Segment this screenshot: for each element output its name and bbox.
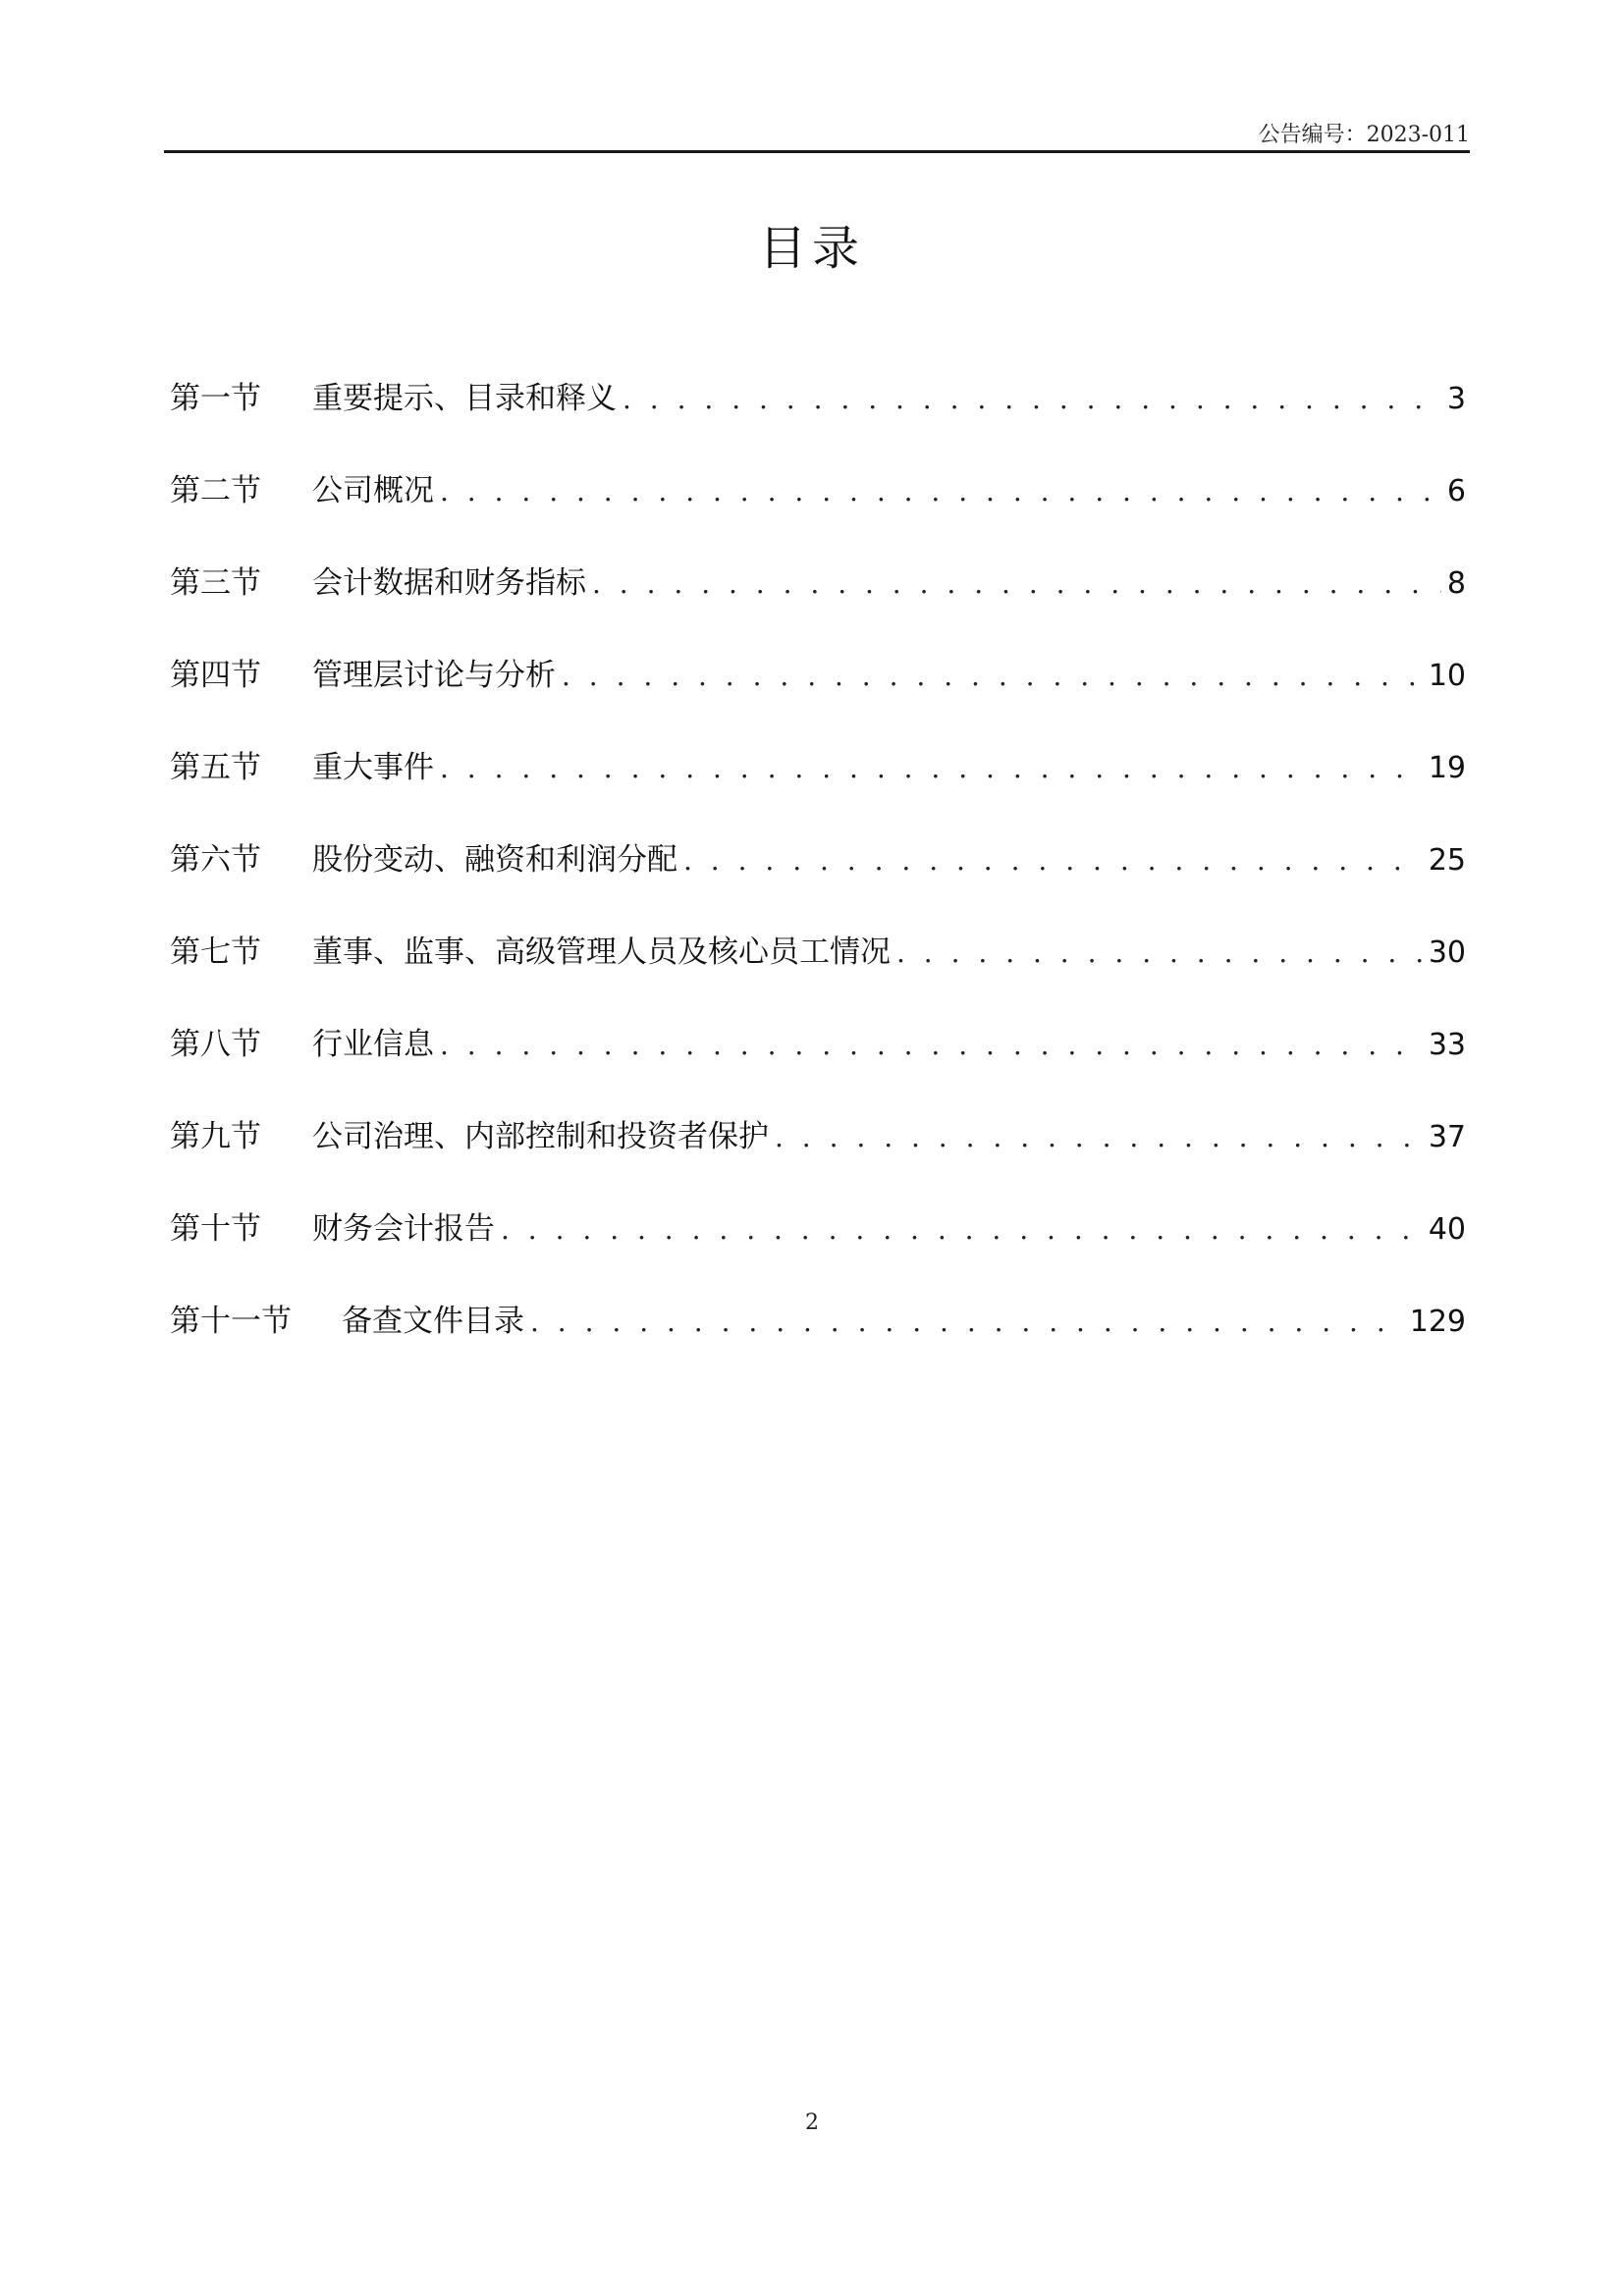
toc-page-number: 30 xyxy=(1428,935,1466,970)
page-number: 2 xyxy=(805,2110,819,2135)
toc-entry-4[interactable] xyxy=(170,650,1466,742)
toc-heading: 行业信息 xyxy=(312,1027,434,1062)
toc-section-label: 第八节 xyxy=(170,1027,261,1062)
toc-page-number: 25 xyxy=(1428,843,1466,878)
toc-entry-6[interactable] xyxy=(170,834,1466,927)
toc-page-number: 3 xyxy=(1446,382,1466,416)
toc-section-label: 第五节 xyxy=(170,750,261,785)
toc-entry-7[interactable] xyxy=(170,927,1466,1019)
toc-entry-2[interactable] xyxy=(170,465,1466,558)
toc-page-number: 37 xyxy=(1428,1120,1466,1154)
toc-section-label: 第十一节 xyxy=(170,1304,292,1339)
table-of-contents xyxy=(170,373,1466,1388)
header-divider xyxy=(164,150,1470,153)
toc-dot-leader xyxy=(440,475,1441,507)
toc-dot-leader xyxy=(775,1121,1423,1153)
toc-page-number: 8 xyxy=(1446,566,1466,601)
toc-entry-3[interactable] xyxy=(170,558,1466,650)
toc-dot-leader xyxy=(440,752,1423,784)
toc-dot-leader xyxy=(592,567,1441,600)
toc-section-label: 第十节 xyxy=(170,1211,261,1247)
toc-heading: 管理层讨论与分析 xyxy=(312,658,556,693)
toc-page-number: 6 xyxy=(1446,474,1466,508)
toc-dot-leader xyxy=(896,936,1423,969)
toc-heading: 备查文件目录 xyxy=(342,1304,524,1339)
toc-dot-leader xyxy=(440,1029,1423,1061)
toc-page-number: 10 xyxy=(1428,659,1466,693)
toc-heading: 财务会计报告 xyxy=(312,1211,495,1247)
toc-section-label: 第一节 xyxy=(170,381,261,416)
toc-dot-leader xyxy=(530,1306,1404,1338)
toc-entry-9[interactable] xyxy=(170,1111,1466,1203)
toc-entry-5[interactable] xyxy=(170,742,1466,834)
toc-heading: 会计数据和财务指标 xyxy=(312,565,586,601)
toc-entry-8[interactable] xyxy=(170,1019,1466,1111)
toc-heading: 公司概况 xyxy=(312,473,434,508)
toc-section-label: 第三节 xyxy=(170,565,261,601)
toc-dot-leader xyxy=(562,660,1423,692)
toc-entry-11[interactable] xyxy=(170,1296,1466,1388)
toc-page-number: 129 xyxy=(1409,1305,1466,1339)
toc-page-number: 19 xyxy=(1428,751,1466,785)
toc-heading: 股份变动、融资和利润分配 xyxy=(312,842,677,878)
toc-section-label: 第二节 xyxy=(170,473,261,508)
toc-page-number: 40 xyxy=(1428,1212,1466,1247)
toc-title: 目录 xyxy=(758,221,865,276)
toc-heading: 重要提示、目录和释义 xyxy=(312,381,617,416)
toc-entry-10[interactable] xyxy=(170,1203,1466,1296)
toc-heading: 重大事件 xyxy=(312,750,434,785)
toc-section-label: 第七节 xyxy=(170,934,261,970)
toc-section-label: 第九节 xyxy=(170,1119,261,1154)
toc-section-label: 第六节 xyxy=(170,842,261,878)
toc-heading: 董事、监事、高级管理人员及核心员工情况 xyxy=(312,934,891,970)
toc-entry-1[interactable] xyxy=(170,373,1466,465)
announcement-number: 公告编号：2023-011 xyxy=(1258,123,1470,147)
toc-section-label: 第四节 xyxy=(170,658,261,693)
toc-dot-leader xyxy=(623,383,1441,415)
toc-dot-leader xyxy=(501,1213,1423,1246)
toc-page-number: 33 xyxy=(1428,1028,1466,1062)
toc-dot-leader xyxy=(683,844,1423,877)
toc-heading: 公司治理、内部控制和投资者保护 xyxy=(312,1119,769,1154)
